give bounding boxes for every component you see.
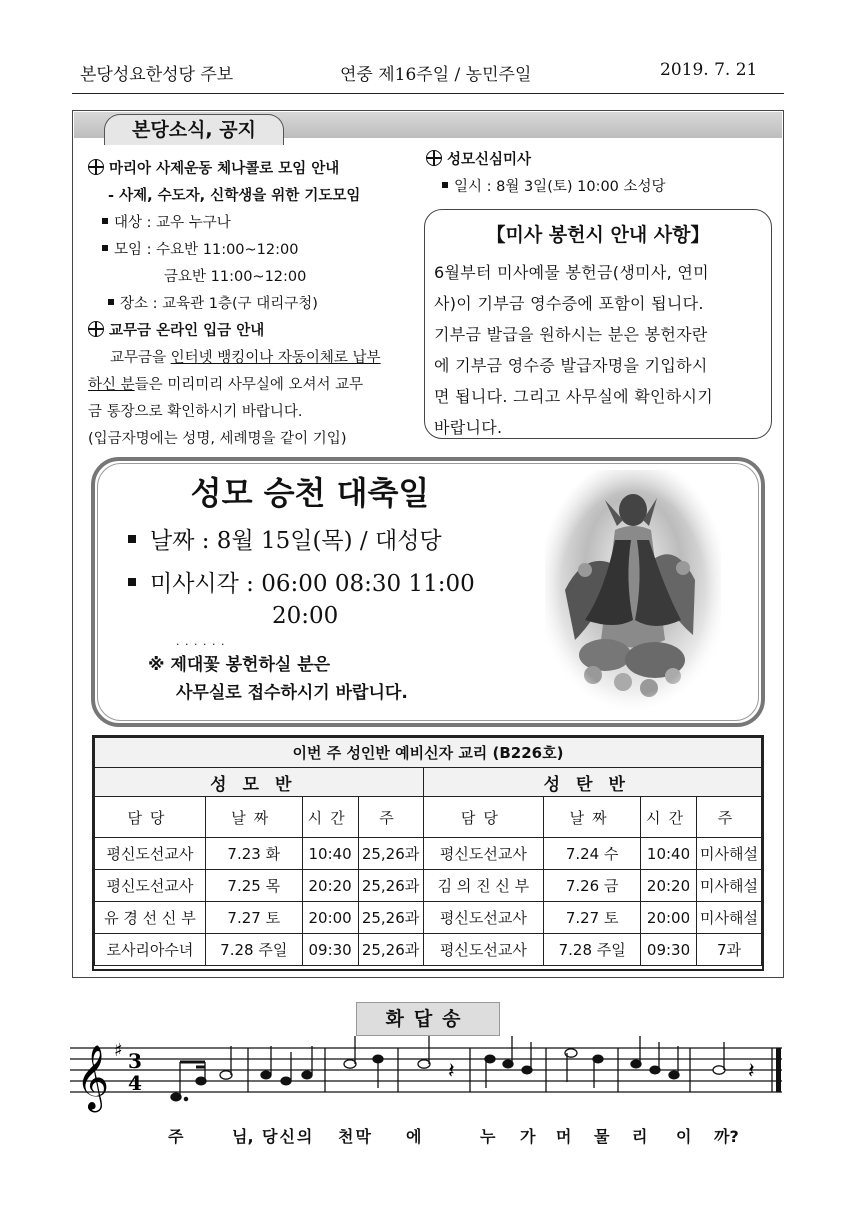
notice-line: 사)이 기부금 영수증에 포함이 됩니다.: [434, 294, 704, 313]
lyric-syllable: 천막: [338, 1127, 373, 1146]
cenacle-meeting-fri: 금요반 11:00~12:00: [164, 269, 307, 285]
feast-title: 성모 승천 대축일: [190, 474, 430, 512]
lyric-syllable: 머: [556, 1127, 572, 1146]
group-a-header: 성모반: [95, 768, 424, 797]
cell: 7.23 화: [205, 838, 302, 870]
liturgical-week: 연중 제16주일 / 농민주일: [340, 65, 532, 85]
offering-text-3: 금 통장으로 확인하시기 바랍니다.: [88, 404, 303, 420]
bulletin-name: 본당성요한성당 주보: [80, 65, 234, 85]
cell: 미사해설: [696, 838, 761, 870]
cell: 09:30: [641, 934, 697, 966]
cell: 미사해설: [696, 870, 761, 902]
cell: 평신도선교사: [423, 838, 544, 870]
psalm-staff: [70, 1026, 786, 1118]
cell: 미사해설: [696, 902, 761, 934]
feast-mass-times: 미사시각 : 06:00 08:30 11:00: [128, 565, 475, 598]
cell: 20:00: [302, 902, 358, 934]
circle-plus-icon: [88, 321, 104, 337]
table-row: [95, 870, 762, 902]
cell: 25,26과: [358, 838, 423, 870]
table-row: [95, 902, 762, 934]
notice-body: [434, 257, 766, 443]
lyric-syllable: 이: [676, 1127, 692, 1146]
square-bullet-icon: [128, 578, 136, 586]
time-sig-top: 3: [128, 1049, 142, 1073]
square-bullet-icon: [102, 218, 108, 224]
notice-title: 【미사 봉헌시 안내 사항】: [486, 224, 710, 246]
col-header-b-lesson: 주: [696, 797, 761, 838]
cell: 7.27 토: [544, 902, 641, 934]
lyric-syllable: 가: [520, 1127, 536, 1146]
cell: 7.27 토: [205, 902, 302, 934]
final-barline: [776, 1048, 781, 1092]
offering-text-2: 하신 분들은 미리미리 사무실에 오셔서 교무: [88, 377, 364, 393]
cenacle-place: 장소 : 교육관 1층(구 대리구청): [88, 291, 418, 318]
offering-text-1: 교무금을 인터넷 뱅킹이나 자동이체로 납부: [110, 350, 381, 366]
col-header-b-charge: 담당: [423, 797, 544, 838]
notice-line: 면 됩니다. 그리고 사무실에 확인하시기: [434, 387, 714, 406]
cenacle-meeting-wed: 모임 : 수요반 11:00~12:00: [88, 237, 418, 264]
lyric-syllable: 주: [168, 1127, 184, 1146]
circle-plus-icon: [426, 150, 442, 166]
lyric-syllable: 에: [406, 1127, 422, 1146]
circle-plus-icon: [88, 159, 104, 175]
cell: 7.24 수: [544, 838, 641, 870]
feast-mass-times-2: 20:00: [272, 603, 339, 629]
cell: 7.26 금: [544, 870, 641, 902]
cell: 평신도선교사: [95, 838, 206, 870]
lyric-syllable: 물: [594, 1127, 610, 1146]
col-header-a-charge: 담당: [95, 797, 206, 838]
section-title: 본당소식, 공지: [104, 114, 284, 145]
cenacle-subtitle: - 사제, 수도자, 신학생을 위한 기도모임: [108, 188, 361, 204]
cell: 평신도선교사: [423, 902, 544, 934]
header-divider: [72, 93, 784, 94]
assumption-painting: [545, 470, 721, 716]
assumption-painting-svg: [545, 470, 721, 716]
lyric-syllable: 리: [632, 1127, 648, 1146]
cell: 김 의 진 신 부: [423, 870, 544, 902]
col-header-a-date: 날짜: [205, 797, 302, 838]
lyric-syllable: 누: [480, 1127, 496, 1146]
cell: 10:40: [302, 838, 358, 870]
marian-mass-date: 일시 : 8월 3일(토) 10:00 소성당: [426, 174, 766, 201]
sharp-icon: ♯: [114, 1040, 123, 1061]
offering-heading: 교무금 온라인 입금 안내: [88, 318, 418, 345]
table-row: [95, 934, 762, 966]
psalm-title: 화답송: [356, 1002, 500, 1036]
quarter-rest-icon: 𝄽: [448, 1059, 455, 1084]
cenacle-heading: 마리아 사제운동 체나콜로 모임 안내: [88, 156, 418, 183]
cell: 25,26과: [358, 902, 423, 934]
cell: 20:20: [302, 870, 358, 902]
square-bullet-icon: [442, 182, 448, 188]
bulletin-date: 2019. 7. 21: [660, 60, 758, 80]
feast-note-1: ※ 제대꽃 봉헌하실 분은: [148, 655, 331, 675]
square-bullet-icon: [128, 535, 136, 543]
staff-lines: [70, 1048, 782, 1092]
cell: 7과: [696, 934, 761, 966]
cell: 7.25 목: [205, 870, 302, 902]
cell: 25,26과: [358, 870, 423, 902]
lyric-syllable: 까?: [714, 1127, 739, 1146]
catechism-title: 이번 주 성인반 예비신자 교리 (B226호): [95, 738, 762, 768]
group-b-header: 성탄반: [423, 768, 762, 797]
square-bullet-icon: [108, 299, 114, 305]
catechism-table: [94, 737, 762, 966]
col-header-a-lesson: 주: [358, 797, 423, 838]
lyric-syllable: 님,: [232, 1127, 254, 1146]
time-sig-bottom: 4: [128, 1071, 142, 1095]
square-bullet-icon: [102, 245, 108, 251]
lyric-syllable: 당신의: [262, 1127, 315, 1146]
cenacle-target: 대상 : 교우 누구나: [88, 210, 418, 237]
col-header-b-time: 시간: [641, 797, 697, 838]
notice-line: 에 기부금 영수증 발급자명을 기입하시: [434, 356, 708, 375]
notice-line: 기부금 발급을 원하시는 분은 봉헌자란: [434, 325, 708, 344]
cell: 10:40: [641, 838, 697, 870]
cell: 평신도선교사: [423, 934, 544, 966]
cell: 평신도선교사: [95, 870, 206, 902]
cell: 로사리아수녀: [95, 934, 206, 966]
notice-line: 6월부터 미사예물 봉헌금(생미사, 연미: [434, 263, 709, 282]
feast-note-2: 사무실로 접수하시기 바랍니다.: [176, 683, 408, 703]
cell: 20:00: [641, 902, 697, 934]
emphasis-dots: · · · · · ·: [176, 638, 226, 651]
cell: 25,26과: [358, 934, 423, 966]
marian-mass-heading: 성모신심미사: [426, 147, 766, 174]
cell: 20:20: [641, 870, 697, 902]
right-column: [426, 147, 766, 201]
cell: 7.28 주일: [205, 934, 302, 966]
feast-date: 날짜 : 8월 15일(목) / 대성당: [128, 522, 442, 555]
treble-clef-icon: 𝄞: [76, 1045, 110, 1110]
cell: 09:30: [302, 934, 358, 966]
cell: 유 경 선 신 부: [95, 902, 206, 934]
notice-line: 바랍니다.: [434, 418, 503, 437]
quarter-rest-icon: 𝄽: [748, 1059, 755, 1084]
offering-text-4: (입금자명에는 성명, 세례명을 같이 기입): [88, 431, 347, 447]
col-header-a-time: 시간: [302, 797, 358, 838]
left-column: [88, 156, 418, 453]
col-header-b-date: 날짜: [544, 797, 641, 838]
table-row: [95, 838, 762, 870]
cell: 7.28 주일: [544, 934, 641, 966]
